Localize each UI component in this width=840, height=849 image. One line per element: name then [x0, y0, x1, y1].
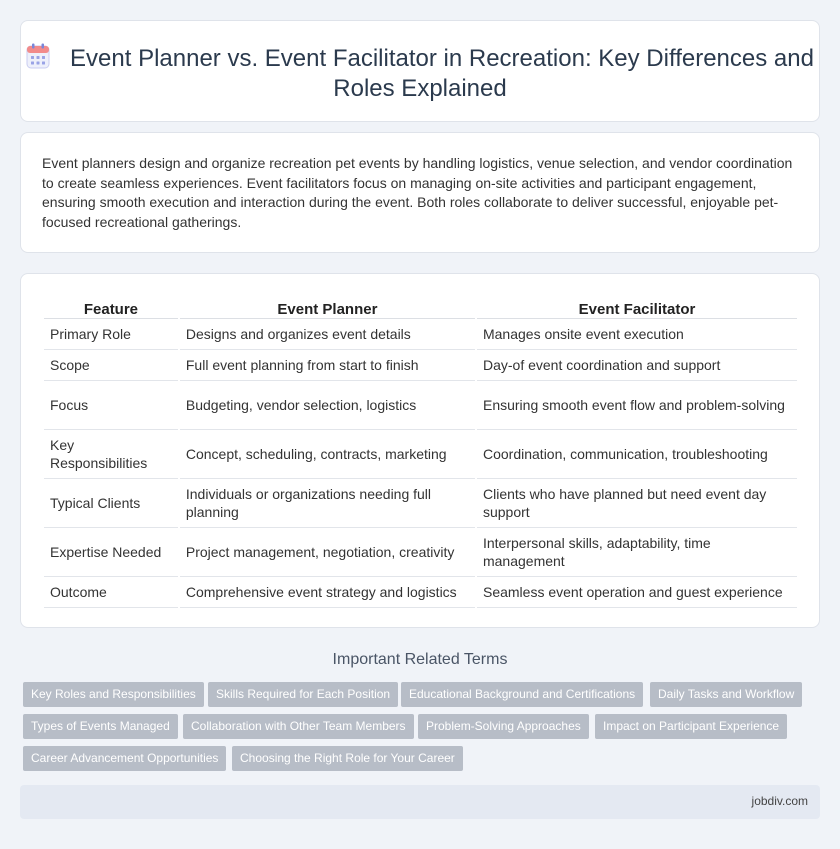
table-row [44, 577, 797, 608]
page-title-wrap [21, 43, 819, 104]
intro-card [20, 132, 820, 253]
table-cell-feature: Expertise Needed [44, 528, 178, 577]
table-cell-facilitator: Ensuring smooth event flow and problem-solving [477, 381, 797, 430]
column-header-event-planner: Event Planner [180, 294, 475, 319]
table-cell-planner: Individuals or organizations needing full planning [180, 479, 475, 528]
table-cell-feature: Scope [44, 350, 178, 381]
header-card [20, 20, 820, 122]
related-tag[interactable]: Impact on Participant Experience [595, 714, 787, 739]
table-row [44, 479, 797, 528]
related-tag[interactable]: Career Advancement Opportunities [23, 746, 226, 771]
table-cell-feature: Focus [44, 381, 178, 430]
related-tag[interactable]: Skills Required for Each Position [208, 682, 398, 707]
table-row [44, 381, 797, 430]
table-cell-feature: Outcome [44, 577, 178, 608]
related-tag[interactable]: Key Roles and Responsibilities [23, 682, 204, 707]
table-row [44, 430, 797, 479]
table-cell-facilitator: Day-of event coordination and support [477, 350, 797, 381]
table-cell-facilitator: Manages onsite event execution [477, 319, 797, 350]
footer [20, 785, 820, 819]
footer-site-link[interactable]: jobdiv.com [751, 794, 808, 808]
table-cell-feature: Primary Role [44, 319, 178, 350]
table-cell-feature: Typical Clients [44, 479, 178, 528]
related-tag[interactable]: Choosing the Right Role for Your Career [232, 746, 463, 771]
related-tag[interactable]: Collaboration with Other Team Members [183, 714, 414, 739]
table-row [44, 319, 797, 350]
intro-text: Event planners design and organize recreation pet events by handling logistics, venue selection, and vendor coordination to create seamless experiences. Event facilitators focus on managing on-site activities and participant engagement, ensuring smooth execution and interaction during the event. Both roles collaborate to deliver successful, enjoyable pet-focused recreational gatherings. [42, 155, 793, 230]
related-tag[interactable]: Problem-Solving Approaches [418, 714, 589, 739]
related-terms-title: Important Related Terms [332, 651, 508, 668]
table-row [44, 350, 797, 381]
column-header-event-facilitator: Event Facilitator [477, 294, 797, 319]
calendar-icon [26, 43, 50, 69]
table-cell-facilitator: Clients who have planned but need event day support [477, 479, 797, 528]
related-tag[interactable]: Educational Background and Certifications [401, 682, 643, 707]
table-cell-planner: Comprehensive event strategy and logistics [180, 577, 475, 608]
related-tag[interactable]: Daily Tasks and Workflow [650, 682, 802, 707]
table-cell-facilitator: Interpersonal skills, adaptability, time management [477, 528, 797, 577]
related-tag[interactable]: Types of Events Managed [23, 714, 178, 739]
table-cell-planner: Full event planning from start to finish [180, 350, 475, 381]
table-cell-feature: Key Responsibilities [44, 430, 178, 479]
table-row [44, 528, 797, 577]
table-cell-facilitator: Seamless event operation and guest experience [477, 577, 797, 608]
table-cell-planner: Project management, negotiation, creativity [180, 528, 475, 577]
table-cell-facilitator: Coordination, communication, troubleshooting [477, 430, 797, 479]
column-header-feature: Feature [44, 294, 178, 319]
table-cell-planner: Concept, scheduling, contracts, marketing [180, 430, 475, 479]
comparison-card [20, 273, 820, 628]
table-header-row [44, 294, 797, 319]
comparison-table [42, 294, 799, 608]
table-cell-planner: Budgeting, vendor selection, logistics [180, 381, 475, 430]
page-title: Event Planner vs. Event Facilitator in Recreation: Key Differences and Roles Explained [70, 45, 814, 102]
table-cell-planner: Designs and organizes event details [180, 319, 475, 350]
